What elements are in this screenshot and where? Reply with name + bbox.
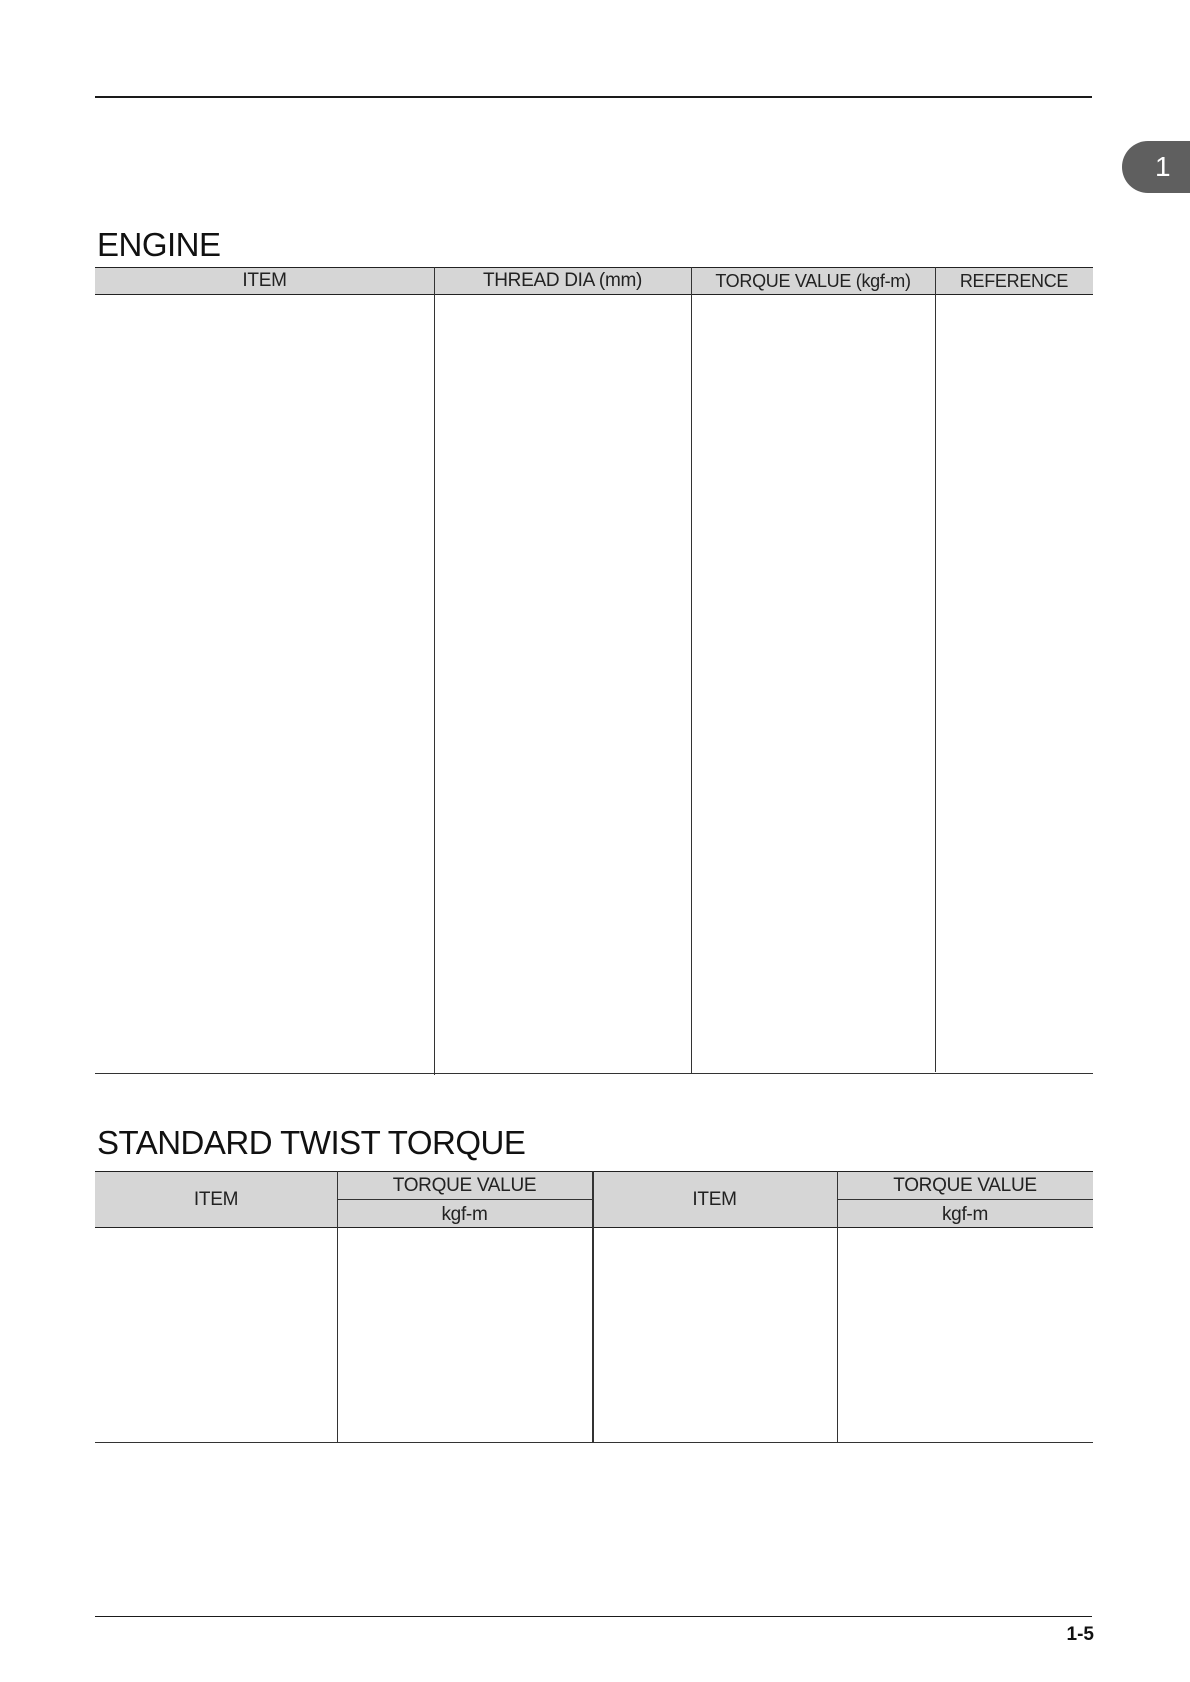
engine-header-thread-dia: THREAD DIA (mm): [482, 270, 643, 291]
std-header-item-left: ITEM: [193, 1188, 239, 1210]
std-header-torque-right: TORQUE VALUE: [893, 1175, 1037, 1196]
engine-column-line: [434, 295, 435, 1075]
footer-rule: [95, 1616, 1092, 1617]
page-number: 1-5: [1066, 1624, 1094, 1645]
std-header-unit-left: kgf-m: [441, 1203, 488, 1225]
engine-header-reference: REFERENCE: [959, 270, 1069, 291]
chapter-tab: 1: [1122, 141, 1190, 193]
engine-table-header: [95, 267, 1093, 295]
std-header-unit-right: kgf-m: [941, 1203, 988, 1225]
engine-header-divider: [434, 267, 435, 295]
std-header-subrule: [337, 1199, 592, 1200]
std-table-bottom-rule: [95, 1442, 1093, 1443]
engine-header-divider: [935, 267, 936, 295]
std-header-subrule: [837, 1199, 1093, 1200]
standard-twist-section-title: STANDARD TWIST TORQUE: [97, 1124, 526, 1161]
std-column-line: [337, 1171, 338, 1443]
engine-header-divider: [691, 267, 692, 295]
engine-section-title: ENGINE: [97, 226, 221, 263]
engine-column-line: [691, 295, 692, 1073]
engine-column-line: [935, 295, 936, 1072]
engine-header-torque-value: TORQUE VALUE (kgf-m): [715, 270, 911, 291]
engine-table-bottom-rule: [95, 1073, 1093, 1074]
engine-header-item: ITEM: [242, 270, 287, 291]
std-header-item-right: ITEM: [692, 1188, 737, 1210]
std-column-line: [837, 1171, 838, 1443]
std-header-torque-left: TORQUE VALUE: [392, 1175, 537, 1196]
header-rule: [95, 96, 1092, 98]
std-column-line: [592, 1171, 594, 1443]
